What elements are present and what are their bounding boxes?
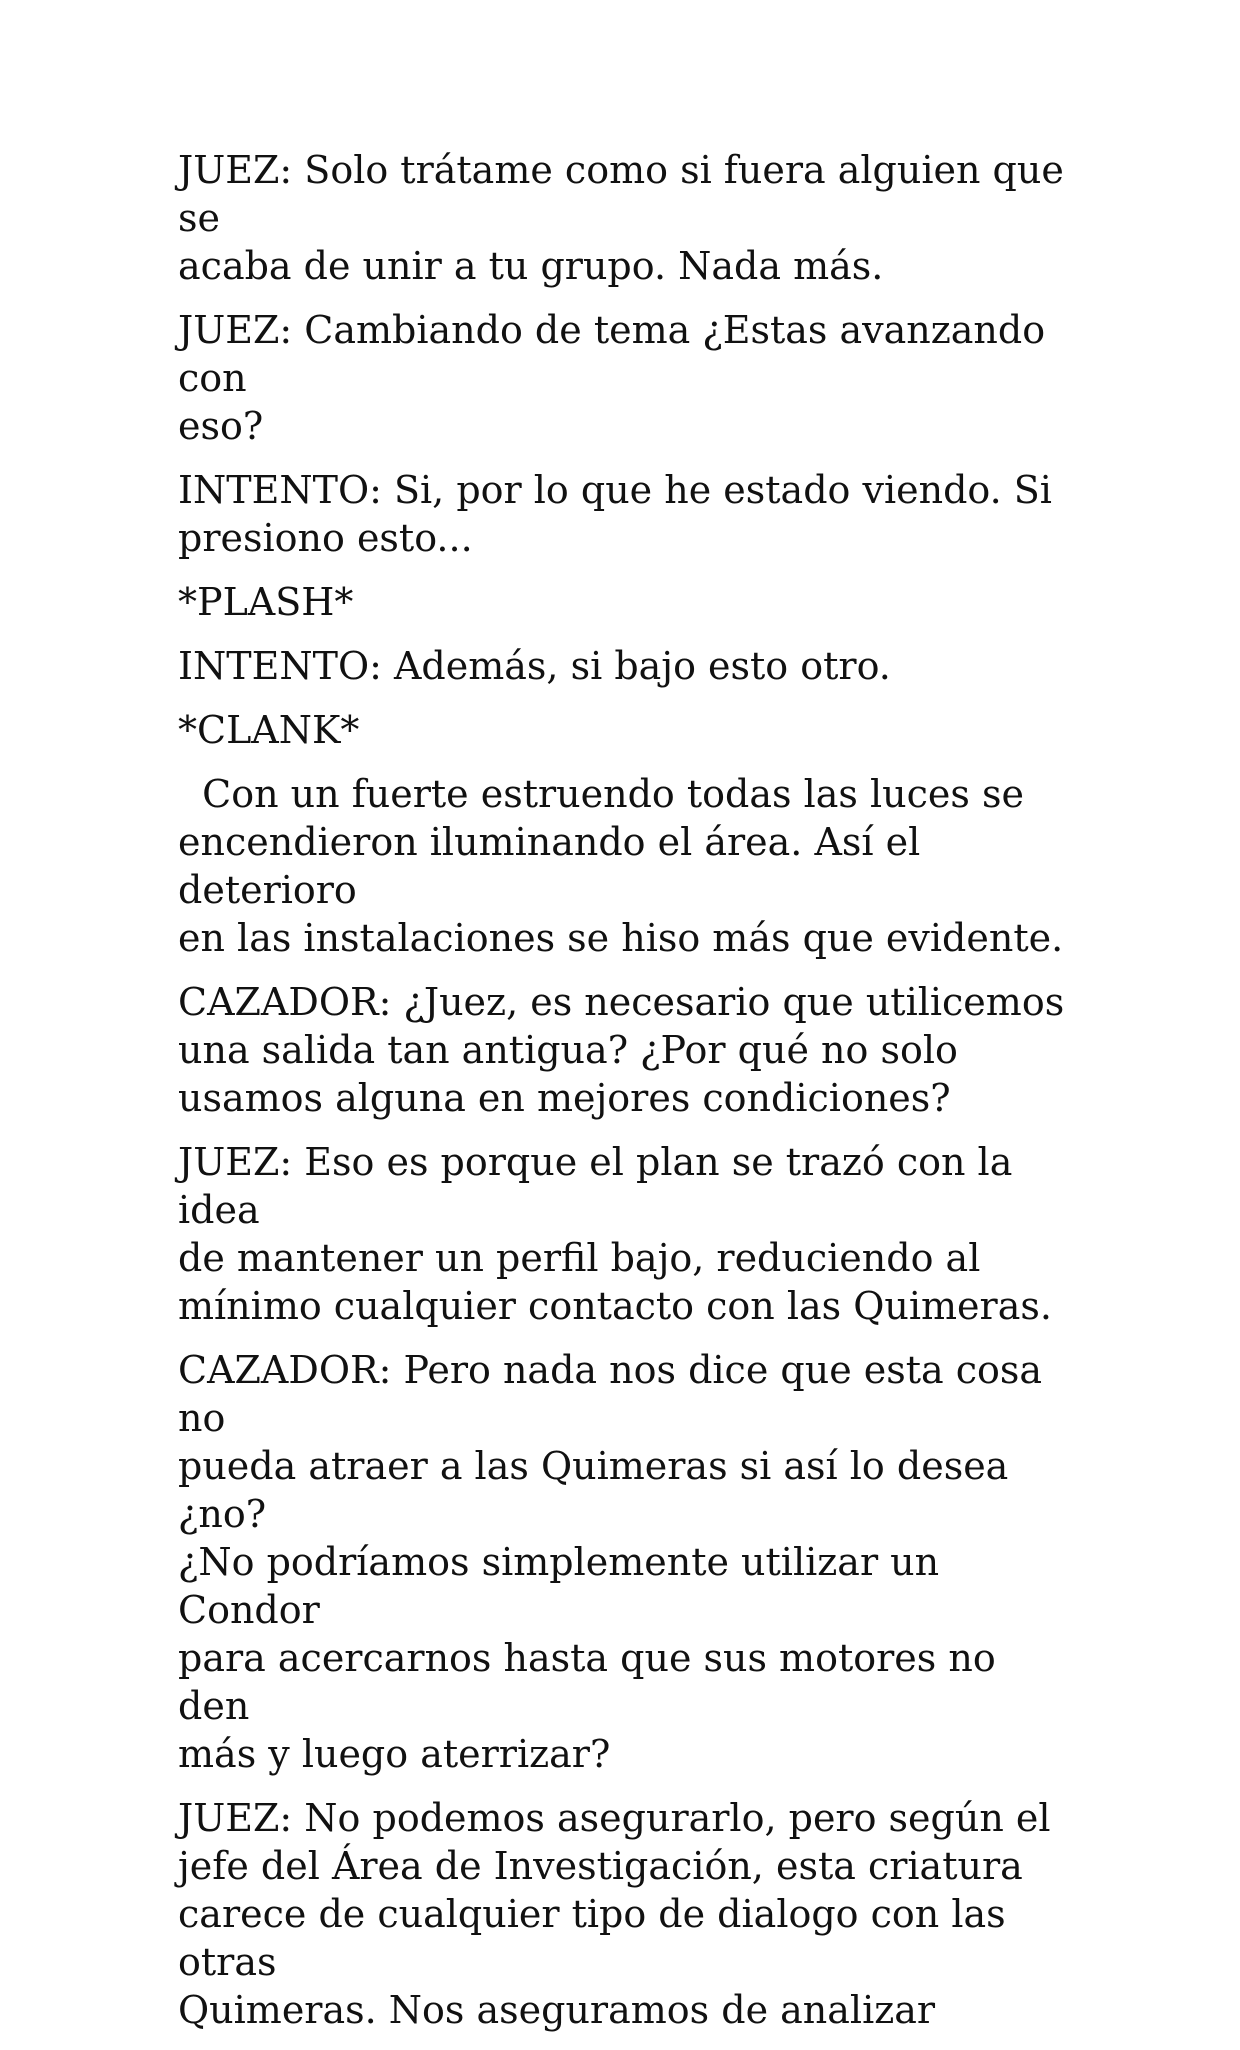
document-page: [178, 146, 1078, 2050]
paragraph-sound-effect: *PLASH*: [178, 580, 354, 624]
paragraph-dialogue: INTENTO: Si, por lo que he estado viendo. Si presiono esto...: [178, 468, 1052, 560]
paragraph-dialogue: JUEZ: Cambiando de tema ¿Estas avanzando con eso?: [178, 308, 1046, 448]
paragraph-narration: Con un fuerte estruendo todas las luces se encendieron iluminando el área. Así el deterioro en las instalaciones se hiso más que evidente.: [178, 772, 1064, 960]
paragraph-dialogue: CAZADOR: ¿Juez, es necesario que utilicemos una salida tan antigua? ¿Por qué no solo usamos alguna en mejores condiciones?: [178, 980, 1065, 1120]
paragraph-sound-effect: *CLANK*: [178, 708, 360, 752]
paragraph-dialogue: JUEZ: Solo trátame como si fuera alguien que se acaba de unir a tu grupo. Nada más.: [178, 148, 1064, 288]
paragraph-dialogue: JUEZ: Eso es porque el plan se trazó con la idea de mantener un perfil bajo, reduciendo al mínimo cualquier contacto con las Quimeras.: [178, 1140, 1052, 1328]
paragraph-dialogue: INTENTO: Además, si bajo esto otro.: [178, 644, 891, 688]
paragraph-dialogue: CAZADOR: Pero nada nos dice que esta cosa no pueda atraer a las Quimeras si así lo desea ¿no? ¿No podríamos simplemente utilizar un Condor para acercarnos hasta que sus motores no den más y luego aterrizar?: [178, 1348, 1043, 1776]
paragraph-dialogue: JUEZ: No podemos asegurarlo, pero según el jefe del Área de Investigación, esta criatura carece de cualquier tipo de dialogo con las otras Quimeras. Nos aseguramos de analizar: [178, 1796, 1051, 2032]
